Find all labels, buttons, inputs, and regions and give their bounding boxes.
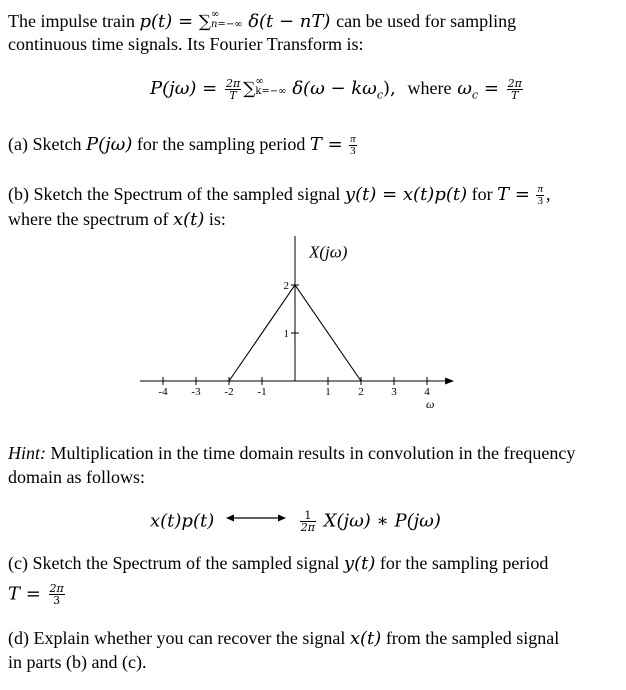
intro-text-tail: can be used for sampling [336,11,517,31]
spectrum-chart [130,236,480,411]
intro-line-2: continuous time signals. Its Fourier Transform is: [8,34,364,54]
y-tick-label: 2 [283,280,289,292]
x-tick-label: 4 [424,386,430,398]
part-c-line-2: T = $\frac{2\pi}{3}$ [8,582,64,607]
intro-text: The impulse train [8,11,135,31]
x-tick-label: -1 [257,386,267,398]
convolution-relation: x(t)p(t) $\frac{1}{2\pi}$ X(jω) ∗ P(jω) [150,510,441,533]
x-tick-label: -2 [224,386,234,398]
pt-formula: p(t) = ∑ ∞ n=−∞ δ(t − nT) [139,9,331,32]
x-tick-label: 2 [358,386,364,398]
part-d-line-1: (d) Explain whether you can recover the signal x(t) from the sampled signal [8,628,560,649]
intro-line-1 [8,10,516,33]
pjw-formula: P(jω) = $\frac{2\pi}{T}$ ∑ ∞ k=−∞ $\delta(\omega - k\omega_c)$, where $\omega_c$ = $\frac{2\pi}{T}$ [150,76,522,102]
chart-title: X(jω) [309,242,348,262]
x-tick-label: 3 [391,386,397,398]
x-tick-label: -3 [191,386,201,398]
part-a: (a) Sketch P(jω) for the sampling period T = $\frac{\pi}{3}$ [8,133,356,158]
x-tick-label: 1 [325,386,331,398]
x-axis-label: ω [426,397,435,411]
double-arrow-icon [226,507,286,529]
part-c-line-1: (c) Sketch the Spectrum of the sampled signal y(t) for the sampling period [8,553,549,574]
x-axis-arrow [445,378,454,385]
y-tick-label: 1 [283,328,289,340]
part-d-line-2: in parts (b) and (c). [8,652,147,672]
x-tick-label: -4 [158,386,168,398]
part-b-line-2: where the spectrum of x(t) is: [8,209,226,230]
part-b-line-1: (b) Sketch the Spectrum of the sampled signal y(t) = x(t)p(t) for T = $\frac{\pi}{3}$ , [8,183,551,208]
hint-line-2: domain as follows: [8,467,145,487]
hint-line-1: Hint: Multiplication in the time domain results in convolution in the frequency [8,443,576,463]
